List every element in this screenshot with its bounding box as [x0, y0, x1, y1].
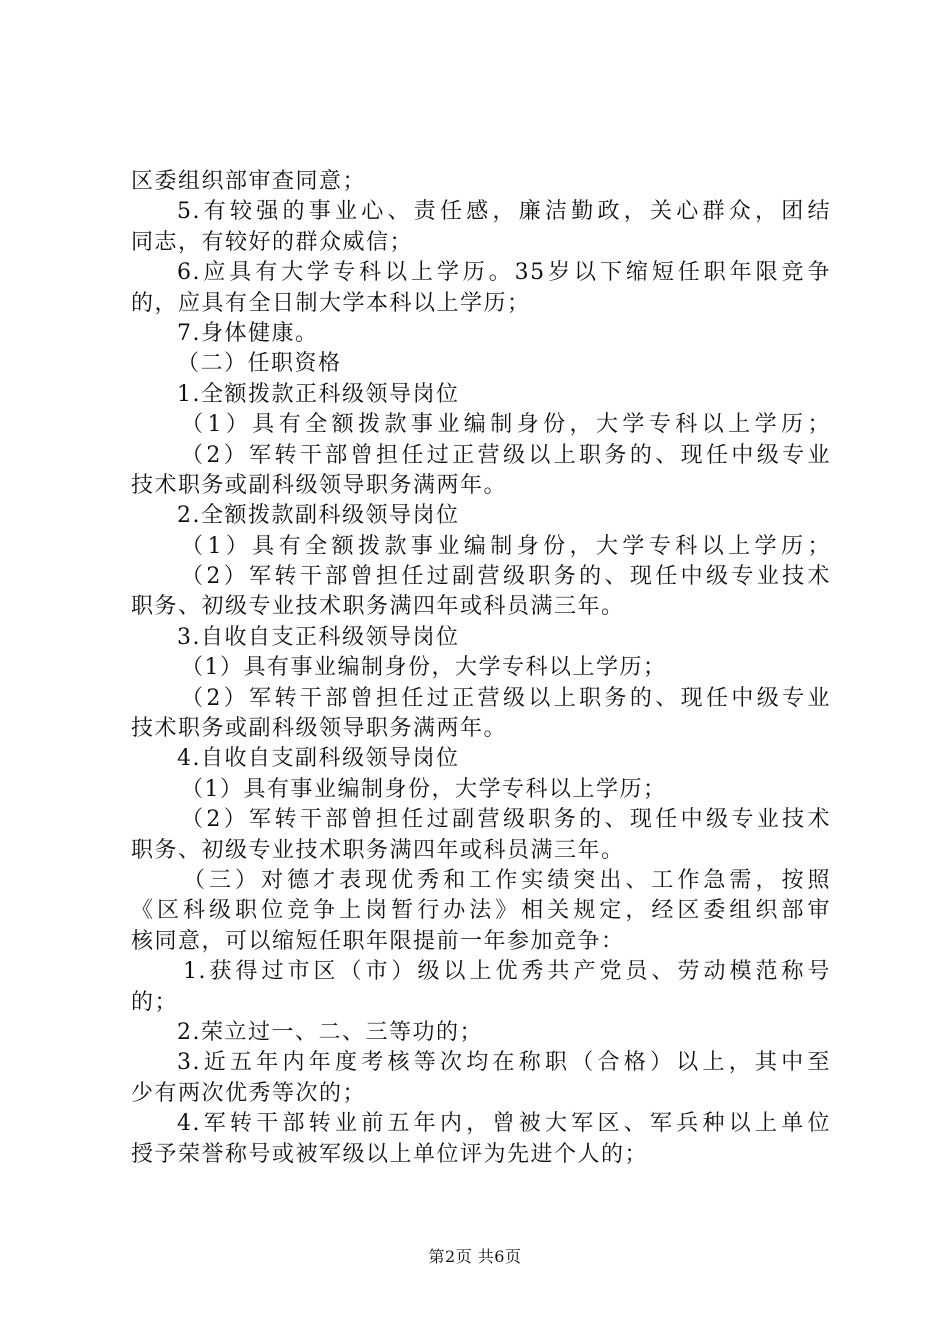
- text-line: 6.应具有大学专科以上学历。35岁以下缩短任职年限竞争: [177, 260, 831, 286]
- text-line: （1）具有全额拨款事业编制身份，大学专科以上学历；: [181, 412, 831, 438]
- text-line: 同志，有较好的群众威信；: [131, 229, 414, 255]
- text-line: （1）具有事业编制身份，大学专科以上学历；: [181, 655, 667, 681]
- text-line: 少有两次优秀等次的；: [131, 1080, 367, 1106]
- section-heading: （二）任职资格: [177, 351, 342, 377]
- document-body: [131, 167, 831, 1170]
- subsection-heading: 4.自收自支副科级领导岗位: [177, 746, 460, 772]
- text-line: 的；: [131, 989, 179, 1015]
- text-line: 2.荣立过一、二、三等功的；: [177, 1019, 483, 1045]
- text-line: 5.有较强的事业心、责任感，廉洁勤政，关心群众，团结: [177, 199, 831, 225]
- text-line: 1.获得过市区（市）级以上优秀共产党员、劳动模范称号: [183, 959, 831, 985]
- text-line: 3.近五年内年度考核等次均在称职（合格）以上，其中至: [177, 1050, 831, 1076]
- text-line: 区委组织部审查同意；: [131, 169, 367, 194]
- text-line: 7.身体健康。: [177, 320, 319, 346]
- text-line: （2）军转干部曾担任过副营级职务的、现任中级专业技术: [181, 564, 831, 590]
- text-line: （2）军转干部曾担任过正营级以上职务的、现任中级专业: [181, 442, 831, 468]
- text-line: 的，应具有全日制大学本科以上学历；: [131, 290, 531, 316]
- text-line: 技术职务或副科级领导职务满两年。: [131, 716, 508, 742]
- text-line: （1）具有事业编制身份，大学专科以上学历；: [181, 776, 667, 802]
- text-line: （1）具有全额拨款事业编制身份，大学专科以上学历；: [181, 533, 831, 559]
- subsection-heading: 3.自收自支正科级领导岗位: [177, 624, 460, 650]
- text-line: （2）军转干部曾担任过副营级职务的、现任中级专业技术: [181, 807, 831, 833]
- page-number-footer: 第2页 共6页: [428, 1247, 522, 1266]
- text-line: （2）军转干部曾担任过正营级以上职务的、现任中级专业: [181, 685, 831, 711]
- text-line: 职务、初级专业技术职务满四年或科员满三年。: [131, 594, 625, 620]
- text-line: 技术职务或副科级领导职务满两年。: [131, 472, 508, 498]
- subsection-heading: 2.全额拨款副科级领导岗位: [177, 503, 460, 529]
- text-line: 核同意，可以缩短任职年限提前一年参加竞争：: [131, 928, 625, 954]
- subsection-heading: 1.全额拨款正科级领导岗位: [177, 381, 460, 407]
- text-line: 《区科级职位竞争上岗暂行办法》相关规定，经区委组织部审: [131, 898, 831, 924]
- text-line: 授予荣誉称号或被军级以上单位评为先进个人的；: [131, 1141, 649, 1167]
- section-heading: （三）对德才表现优秀和工作实绩突出、工作急需，按照: [183, 867, 831, 893]
- text-line: 4.军转干部转业前五年内，曾被大军区、军兵种以上单位: [177, 1111, 831, 1137]
- text-line: 职务、初级专业技术职务满四年或科员满三年。: [131, 837, 625, 863]
